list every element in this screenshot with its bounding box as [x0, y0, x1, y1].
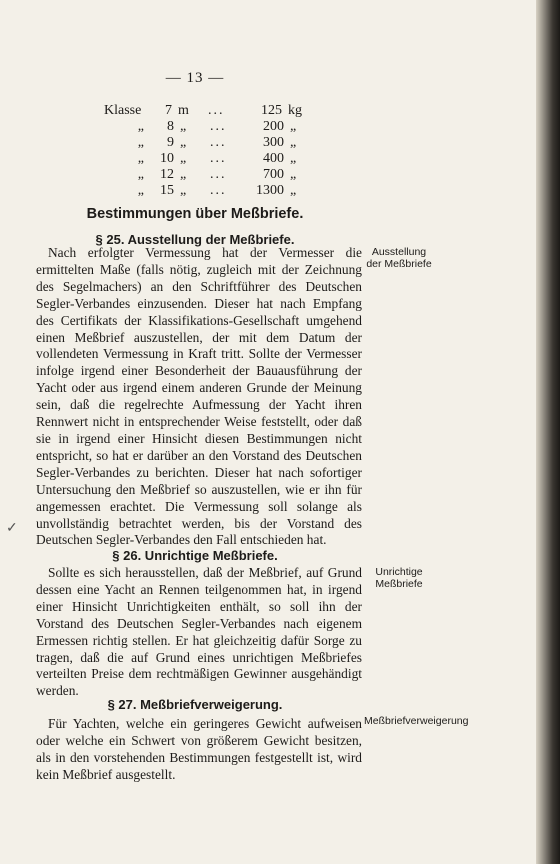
class-row	[104, 135, 316, 151]
class-label: Klasse	[104, 103, 142, 118]
leader-dots: ...	[208, 103, 225, 118]
class-row	[104, 103, 316, 119]
margin-pencil-mark: ✓	[6, 521, 18, 536]
page-edge-shadow	[536, 0, 560, 864]
page-number: — 13 —	[165, 70, 225, 86]
main-heading: Bestimmungen über Meßbriefe.	[86, 206, 304, 222]
class-label: „	[137, 183, 144, 198]
leader-dots: ...	[210, 167, 227, 182]
class-weight-unit: „	[290, 183, 297, 198]
class-weight: 700	[263, 167, 284, 182]
class-weight-unit: „	[290, 151, 297, 166]
section-25-margin-note: Ausstellung der Meßbriefe	[366, 246, 432, 270]
class-label: „	[137, 167, 144, 182]
class-weight: 300	[263, 135, 284, 150]
section-27-text: Für Yachten, welche ein geringeres Gewicht aufweisen oder welche ein Schwert von größerem Gewicht besitzen, als in den vorstehenden Bestimmungen festgestellt ist, wird kein Meßbrief ausgestellt.	[36, 716, 362, 782]
class-weight-unit: „	[290, 167, 297, 182]
class-weight-unit: „	[290, 135, 297, 150]
class-weight: 400	[263, 151, 284, 166]
class-length: 7	[165, 103, 172, 118]
class-length-unit: m	[178, 103, 189, 118]
section-26-margin-note: Unrichtige Meßbriefe	[375, 566, 423, 590]
class-row	[104, 167, 316, 183]
class-length: 12	[160, 167, 174, 182]
class-length-unit: „	[180, 135, 187, 150]
class-weight: 125	[261, 103, 282, 118]
class-row	[104, 183, 316, 199]
class-length-unit: „	[180, 183, 187, 198]
class-length-unit: „	[180, 119, 187, 134]
section-27-margin-note: Meßbriefverweigerung	[364, 715, 469, 727]
section-26-text: Sollte es sich herausstellen, daß der Meßbrief, auf Grund dessen eine Yacht an Rennen teilgenommen hat, in irgend einer Hinsicht Unrichtigkeiten enthält, so soll ihn der Vorstand des Deutschen Segler-Verbandes nach eigenem Ermessen richtig stellen. Er hat gleichzeitig dafür Sorge zu tragen, daß die auf Grund eines unrichtigen Meßbriefes verteilten Preise dem rechtmäßigen Gewinner ausgehändigt werden.	[36, 565, 362, 699]
class-weight-unit: kg	[288, 103, 302, 118]
class-length: 9	[167, 135, 174, 150]
class-weight: 200	[263, 119, 284, 134]
leader-dots: ...	[210, 183, 227, 198]
section-26-heading: § 26. Unrichtige Meßbriefe.	[112, 548, 278, 563]
class-length: 10	[160, 151, 174, 166]
class-length-unit: „	[180, 167, 187, 182]
section-27-heading: § 27. Meßbriefverweigerung.	[107, 697, 283, 712]
class-row	[104, 119, 316, 135]
leader-dots: ...	[210, 151, 227, 166]
leader-dots: ...	[210, 119, 227, 134]
class-length: 15	[160, 183, 174, 198]
class-weight-unit: „	[290, 119, 297, 134]
section-25-text: Nach erfolgter Vermessung hat der Vermesser die ermittelten Maße (falls nötig, zugleich mit der Zeichnung des Segelmachers) an den Schriftführer des Deutschen Segler-Verbandes einzusenden. Dieser hat nach Empfang des Certifikats der Klassifikations-Gesellschaft umgehend einen Meßbrief auszustellen, der mit dem Datum der vollendeten Vermessung in Kraft tritt. Sollte der Vermesser infolge irgend einer Besonderheit der Bauausführung der Yacht oder aus irgend einem anderen Grunde der Meinung sein, daß die regelrechte Aufmessung der Yacht ihren Rennwert nicht in entsprechender Weise feststellt, oder daß sie in irgend einer Hinsicht diesen Bestimmungen nicht entspricht, so hat er darüber an den Vorstand des Deutschen Segler-Verbandes zu berichten. Dieser hat nach sofortiger Untersuchung den Meßbrief so auszustellen, wie er ihn für angemessen erachtet. Die Vermessung soll solange als unvollständig betrachtet werden, bis der Vorstand des Deutschen Segler-Verbandes den Fall entschieden hat.	[36, 245, 362, 548]
class-row	[104, 151, 316, 167]
class-label: „	[137, 151, 144, 166]
section-25-heading: § 25. Ausstellung der Meßbriefe.	[95, 232, 295, 247]
class-weight: 1300	[256, 183, 284, 198]
class-length: 8	[167, 119, 174, 134]
leader-dots: ...	[210, 135, 227, 150]
class-length-unit: „	[180, 151, 187, 166]
class-weight-table	[104, 103, 316, 199]
class-label: „	[137, 119, 144, 134]
class-label: „	[137, 135, 144, 150]
